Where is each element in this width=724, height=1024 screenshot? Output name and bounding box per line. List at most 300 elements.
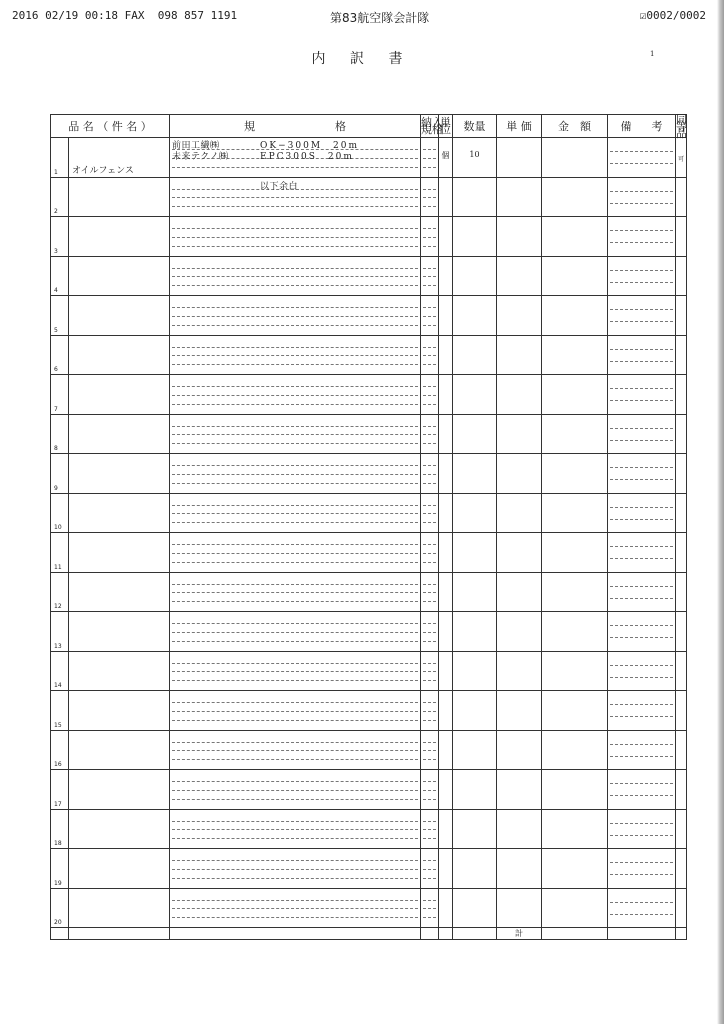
dashed-rule <box>423 167 436 168</box>
dashed-rule <box>423 799 436 800</box>
dashed-rule <box>423 505 436 506</box>
dashed-rule <box>423 829 436 830</box>
row-number-cell <box>51 375 69 415</box>
row-number: 16 <box>54 761 62 768</box>
same-item-cell <box>676 849 687 889</box>
row-number: 10 <box>54 524 62 531</box>
dashed-rule <box>172 759 418 760</box>
unit-price-cell <box>497 849 542 889</box>
unit-cell <box>439 572 453 612</box>
row-number: 5 <box>54 326 58 334</box>
unit-cell <box>439 533 453 573</box>
remarks-cell <box>608 691 676 731</box>
unit-price-cell <box>497 612 542 652</box>
spec-cell <box>170 770 421 810</box>
same-item-cell <box>676 691 687 731</box>
dashed-rule <box>610 428 673 429</box>
unit-price-cell <box>497 217 542 257</box>
spec-cell <box>170 651 421 691</box>
dashed-rule <box>172 750 418 751</box>
spec-maker: 前田工繊㈱ <box>172 141 220 151</box>
page-mark: 1 <box>650 50 655 58</box>
amount-cell <box>542 849 608 889</box>
amount-cell <box>542 730 608 770</box>
unit-cell <box>439 612 453 652</box>
dashed-rule <box>172 671 418 672</box>
same-item-cell <box>676 296 687 336</box>
remarks-cell <box>608 217 676 257</box>
dashed-rule <box>610 783 673 784</box>
qty-cell <box>453 572 497 612</box>
total-row <box>51 928 687 940</box>
delivery-cell <box>421 651 439 691</box>
delivery-cell <box>421 335 439 375</box>
item-name-cell <box>69 256 170 296</box>
table-row <box>51 138 687 178</box>
dashed-rule <box>610 598 673 599</box>
qty-cell <box>453 612 497 652</box>
dashed-rule <box>423 671 436 672</box>
unit-cell <box>439 335 453 375</box>
dashed-rule <box>172 522 418 523</box>
spec-cell <box>170 888 421 928</box>
dashed-rule <box>172 513 418 514</box>
col-spec-header <box>170 115 421 138</box>
qty-value: 10 <box>469 150 480 159</box>
unit-cell <box>439 493 453 533</box>
dashed-rule <box>423 434 436 435</box>
unit-cell <box>439 138 453 178</box>
dashed-rule <box>172 790 418 791</box>
dashed-rule <box>423 584 436 585</box>
col-remarks-b: 考 <box>651 120 663 133</box>
qty-cell <box>453 256 497 296</box>
table-row <box>51 177 687 217</box>
row-number-cell <box>51 651 69 691</box>
row-number-cell <box>51 691 69 731</box>
same-item-value: 可 <box>678 156 685 163</box>
dashed-rule <box>172 206 418 207</box>
header-row <box>51 115 687 138</box>
remarks-cell <box>608 335 676 375</box>
dashed-rule <box>423 623 436 624</box>
dashed-rule <box>172 285 418 286</box>
unit-price-cell <box>497 691 542 731</box>
item-name-cell <box>69 730 170 770</box>
remarks-cell <box>608 888 676 928</box>
total-amount-cell <box>542 928 608 940</box>
dashed-rule <box>172 799 418 800</box>
row-number: 3 <box>54 247 58 255</box>
dashed-rule <box>423 838 436 839</box>
col-item-header: 品 名 （ 件 名 ） <box>51 115 170 138</box>
table-row <box>51 217 687 257</box>
breakdown-table <box>50 114 687 940</box>
row-number: 15 <box>54 721 62 729</box>
qty-cell <box>453 414 497 454</box>
dashed-rule <box>172 268 418 269</box>
same-item-cell <box>676 809 687 849</box>
row-number: 2 <box>54 208 58 215</box>
dashed-rule <box>423 592 436 593</box>
dashed-rule <box>423 325 436 326</box>
dashed-rule <box>610 625 673 626</box>
dashed-rule <box>423 562 436 563</box>
same-item-cell <box>676 730 687 770</box>
dashed-rule <box>172 908 418 909</box>
dashed-rule <box>172 325 418 326</box>
same-item-cell <box>676 454 687 494</box>
dashed-rule <box>610 467 673 468</box>
row-number: 20 <box>54 919 62 926</box>
dashed-rule <box>172 869 418 870</box>
dashed-rule <box>172 426 418 427</box>
dashed-rule <box>610 309 673 310</box>
same-item-cell <box>676 493 687 533</box>
dashed-rule <box>423 663 436 664</box>
fax-page-count: ☑0002/0002 <box>639 9 706 22</box>
unit-price-cell <box>497 138 542 178</box>
spec-cell <box>170 414 421 454</box>
dashed-rule <box>172 355 418 356</box>
dashed-rule <box>172 711 418 712</box>
amount-cell <box>542 809 608 849</box>
dashed-rule <box>610 586 673 587</box>
remarks-cell <box>608 730 676 770</box>
amount-cell <box>542 335 608 375</box>
table-row <box>51 533 687 573</box>
dashed-rule <box>610 744 673 745</box>
dashed-rule <box>423 601 436 602</box>
dashed-rule <box>172 276 418 277</box>
total-label-cell <box>497 928 542 940</box>
dashed-rule <box>610 637 673 638</box>
col-same-item-header: 同 等 品 <box>676 112 688 140</box>
dashed-rule <box>610 163 673 164</box>
dashed-rule <box>172 364 418 365</box>
table-row <box>51 375 687 415</box>
dashed-rule <box>610 400 673 401</box>
dashed-rule <box>423 483 436 484</box>
unit-cell <box>439 217 453 257</box>
unit-cell <box>439 651 453 691</box>
unit-price-cell <box>497 454 542 494</box>
unit-price-cell <box>497 572 542 612</box>
unit-price-cell <box>497 533 542 573</box>
dashed-rule <box>423 781 436 782</box>
remarks-cell <box>608 177 676 217</box>
spec-cell <box>170 809 421 849</box>
item-name-cell <box>69 138 170 178</box>
table-row <box>51 651 687 691</box>
dashed-rule <box>610 361 673 362</box>
table-row <box>51 770 687 810</box>
dashed-rule <box>423 426 436 427</box>
dashed-rule <box>610 242 673 243</box>
dashed-rule <box>423 869 436 870</box>
same-item-cell <box>676 612 687 652</box>
amount-cell <box>542 217 608 257</box>
dashed-rule <box>172 641 418 642</box>
dashed-rule <box>610 270 673 271</box>
unit-price-cell <box>497 809 542 849</box>
dashed-rule <box>172 720 418 721</box>
amount-cell <box>542 770 608 810</box>
total-blank-b <box>69 928 170 940</box>
qty-cell <box>453 691 497 731</box>
dashed-rule <box>423 404 436 405</box>
amount-cell <box>542 691 608 731</box>
spec-cell <box>170 375 421 415</box>
dashed-rule <box>172 680 418 681</box>
table-row <box>51 296 687 336</box>
same-item-cell <box>676 770 687 810</box>
row-number-cell <box>51 770 69 810</box>
fax-timestamp-line: 2016 02/19 00:18 FAX 098 857 1191 <box>12 9 238 22</box>
unit-cell <box>439 256 453 296</box>
delivery-cell <box>421 217 439 257</box>
same-item-cell <box>676 256 687 296</box>
dashed-rule <box>172 781 418 782</box>
dashed-rule <box>423 355 436 356</box>
unit-price-cell <box>497 493 542 533</box>
dashed-rule <box>610 795 673 796</box>
dashed-rule <box>423 386 436 387</box>
dashed-rule <box>172 742 418 743</box>
dashed-rule <box>423 702 436 703</box>
row-number-cell <box>51 138 69 178</box>
dashed-rule <box>172 917 418 918</box>
table-row <box>51 691 687 731</box>
col-unit-price-header: 単 価 <box>497 115 542 138</box>
table-row <box>51 335 687 375</box>
item-name-cell <box>69 493 170 533</box>
dashed-rule <box>610 151 673 152</box>
unit-price-cell <box>497 296 542 336</box>
unit-value: 個 <box>441 151 450 160</box>
qty-cell <box>453 730 497 770</box>
spec-line <box>172 149 354 162</box>
delivery-cell <box>421 888 439 928</box>
delivery-cell <box>421 296 439 336</box>
table-row <box>51 256 687 296</box>
delivery-cell <box>421 375 439 415</box>
qty-cell <box>453 770 497 810</box>
dashed-rule <box>610 479 673 480</box>
dashed-rule <box>172 307 418 308</box>
item-name-cell <box>69 691 170 731</box>
row-number: 9 <box>54 484 58 492</box>
dashed-rule <box>423 878 436 879</box>
dashed-rule <box>172 878 418 879</box>
dashed-rule <box>423 750 436 751</box>
dashed-rule <box>423 316 436 317</box>
item-name-cell <box>69 888 170 928</box>
dashed-rule <box>172 829 418 830</box>
row-number: 1 <box>54 168 58 176</box>
table-row <box>51 493 687 533</box>
dashed-rule <box>423 522 436 523</box>
dashed-rule <box>610 716 673 717</box>
same-item-cell <box>676 572 687 612</box>
dashed-rule <box>423 821 436 822</box>
remarks-cell <box>608 296 676 336</box>
dashed-rule <box>423 465 436 466</box>
delivery-cell <box>421 691 439 731</box>
unit-cell <box>439 809 453 849</box>
row-number-cell <box>51 454 69 494</box>
row-number: 11 <box>54 563 62 571</box>
table-row <box>51 414 687 454</box>
unit-price-cell <box>497 414 542 454</box>
dashed-rule <box>610 440 673 441</box>
spec-cell <box>170 217 421 257</box>
unit-cell <box>439 888 453 928</box>
delivery-cell <box>421 572 439 612</box>
row-number-cell <box>51 335 69 375</box>
item-name-cell <box>69 612 170 652</box>
row-number: 17 <box>54 800 62 808</box>
unit-price-cell <box>497 888 542 928</box>
same-item-cell <box>676 651 687 691</box>
dashed-rule <box>172 347 418 348</box>
spec-maker: 未来テクノ㈱ <box>172 152 229 162</box>
remarks-cell <box>608 454 676 494</box>
dashed-rule <box>423 395 436 396</box>
dashed-rule <box>172 544 418 545</box>
dashed-rule <box>423 553 436 554</box>
remarks-cell <box>608 414 676 454</box>
table-row <box>51 730 687 770</box>
dashed-rule <box>172 900 418 901</box>
same-item-cell <box>676 177 687 217</box>
qty-cell <box>453 651 497 691</box>
delivery-cell <box>421 256 439 296</box>
dashed-rule <box>423 347 436 348</box>
fax-header <box>12 9 706 25</box>
item-name-cell <box>69 849 170 889</box>
remarks-cell <box>608 849 676 889</box>
qty-cell <box>453 454 497 494</box>
unit-cell <box>439 296 453 336</box>
unit-cell <box>439 691 453 731</box>
col-spec-a: 規 <box>244 120 256 133</box>
dashed-rule <box>423 149 436 150</box>
qty-cell <box>453 375 497 415</box>
dashed-rule <box>423 246 436 247</box>
spec-cell <box>170 849 421 889</box>
dashed-rule <box>423 197 436 198</box>
amount-cell <box>542 414 608 454</box>
row-number-cell <box>51 849 69 889</box>
qty-cell <box>453 493 497 533</box>
dashed-rule <box>423 544 436 545</box>
total-blank-c <box>170 928 421 940</box>
unit-cell <box>439 454 453 494</box>
remarks-cell <box>608 138 676 178</box>
qty-cell <box>453 177 497 217</box>
table-row <box>51 809 687 849</box>
dashed-rule <box>172 197 418 198</box>
spec-note: 以下余白 <box>260 181 299 192</box>
item-name-cell <box>69 375 170 415</box>
remarks-cell <box>608 375 676 415</box>
row-number-cell <box>51 612 69 652</box>
dashed-rule <box>172 860 418 861</box>
dashed-rule <box>610 558 673 559</box>
unit-price-cell <box>497 770 542 810</box>
delivery-cell <box>421 809 439 849</box>
dashed-rule <box>423 158 436 159</box>
dashed-rule <box>610 203 673 204</box>
delivery-cell <box>421 177 439 217</box>
same-item-cell <box>676 888 687 928</box>
unit-cell <box>439 414 453 454</box>
dashed-rule <box>610 914 673 915</box>
table-row <box>51 888 687 928</box>
dashed-rule <box>423 276 436 277</box>
document-title: 内 訳 書 <box>311 51 413 67</box>
row-number-cell <box>51 493 69 533</box>
total-blank-a <box>51 928 69 940</box>
spec-cell <box>170 691 421 731</box>
row-number: 4 <box>54 287 58 294</box>
dashed-rule <box>423 513 436 514</box>
spec-cell <box>170 572 421 612</box>
unit-cell <box>439 770 453 810</box>
item-name: オイルフェンス <box>72 166 134 176</box>
dashed-rule <box>172 237 418 238</box>
dashed-rule <box>610 665 673 666</box>
row-number-cell <box>51 217 69 257</box>
remarks-cell <box>608 770 676 810</box>
amount-cell <box>542 533 608 573</box>
unit-price-cell <box>497 177 542 217</box>
delivery-cell <box>421 493 439 533</box>
dashed-rule <box>172 702 418 703</box>
row-number-cell <box>51 533 69 573</box>
spec-cell <box>170 454 421 494</box>
dashed-rule <box>423 189 436 190</box>
dashed-rule <box>172 386 418 387</box>
qty-cell <box>453 533 497 573</box>
spec-cell <box>170 730 421 770</box>
delivery-cell <box>421 849 439 889</box>
dashed-rule <box>423 759 436 760</box>
dashed-rule <box>610 282 673 283</box>
remarks-cell <box>608 809 676 849</box>
scan-edge-shadow <box>717 0 724 1024</box>
spec-cell <box>170 138 421 178</box>
col-amount-header: 金 額 <box>542 115 608 138</box>
item-name-cell <box>69 533 170 573</box>
dashed-rule <box>423 720 436 721</box>
delivery-cell <box>421 730 439 770</box>
dashed-rule <box>172 316 418 317</box>
row-number: 13 <box>54 642 62 650</box>
spec-cell <box>170 177 421 217</box>
remarks-cell <box>608 651 676 691</box>
dashed-rule <box>172 228 418 229</box>
spec-cell <box>170 612 421 652</box>
item-name-cell <box>69 651 170 691</box>
dashed-rule <box>610 388 673 389</box>
qty-cell <box>453 809 497 849</box>
dashed-rule <box>423 206 436 207</box>
dashed-rule <box>172 838 418 839</box>
dashed-rule <box>610 507 673 508</box>
same-item-cell <box>676 375 687 415</box>
